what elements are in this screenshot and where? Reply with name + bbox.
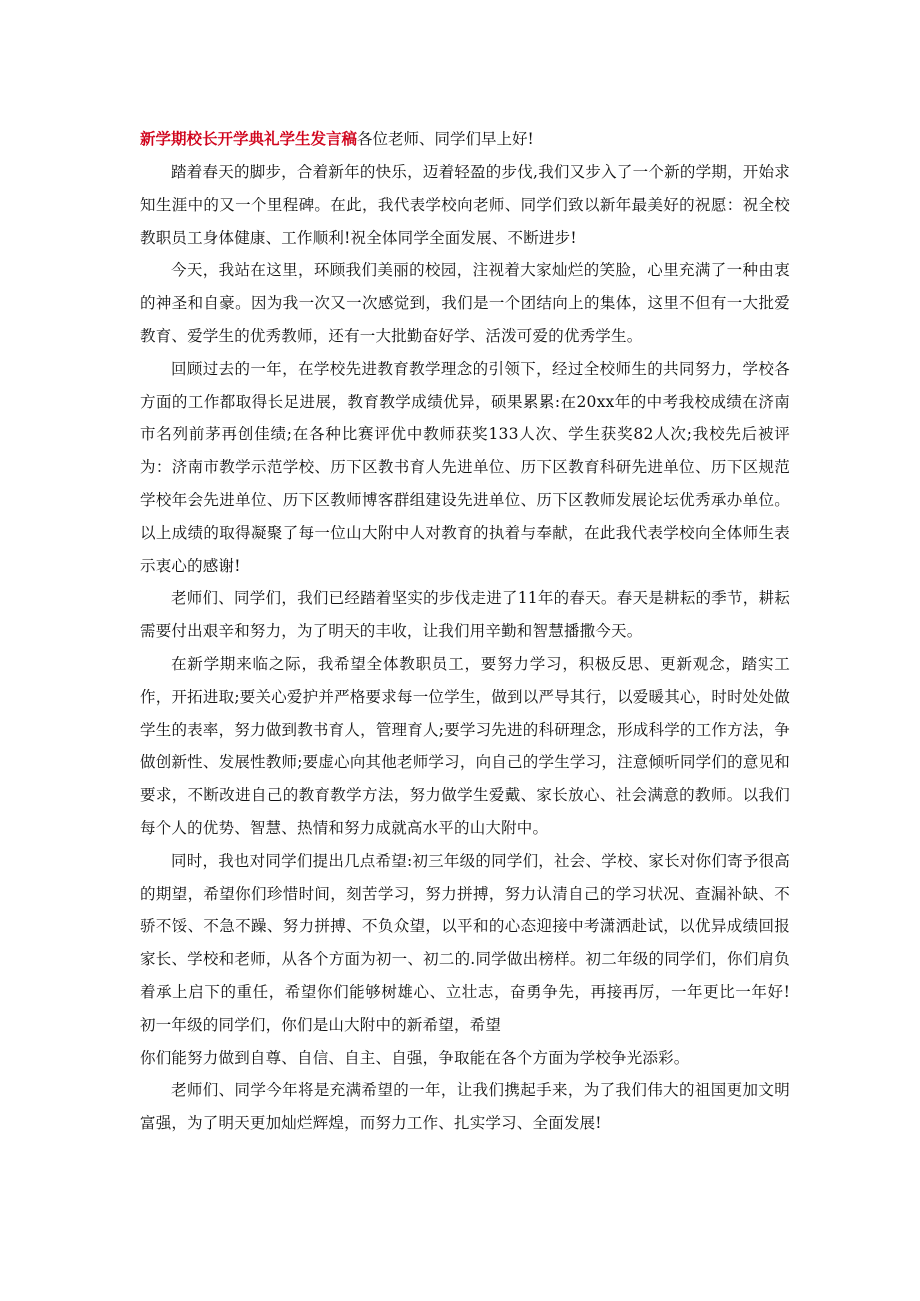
greeting: 各位老师、同学们早上好! [357, 130, 534, 148]
paragraph-2: 今天，我站在这里，环顾我们美丽的校园，注视着大家灿烂的笑脸，心里充满了一种由衷的神圣和自豪。因为我一次又一次感觉到，我们是一个团结向上的集体，这里不但有一大批爱教育、爱学生的优秀教师，还有一大批勤奋好学、活泼可爱的优秀学生。 [140, 261, 790, 345]
document-title: 新学期校长开学典礼学生发言稿 [140, 129, 358, 148]
paragraph-3: 回顾过去的一年，在学校先进教育教学理念的引领下，经过全校师生的共同努力，学校各方面的工作都取得长足进展，教育教学成绩优异，硕果累累:在20xx年的中考我校成绩在济南市名列前茅再创佳绩;在各种比赛评优中教师获奖133人次、学生获奖82人次;我校先后被评为：济南市教学示范学校、历下区教书育人先进单位、历下区教育科研先进单位、历下区规范学校年会先进单位、历下区教师博客群组建设先进单位、历下区教师发展论坛优秀承办单位。以上成绩的取得凝聚了每一位山大附中人对教育的执着与奉献，在此我代表学校向全体师生表示衷心的感谢! [140, 359, 790, 575]
paragraph-4: 老师们、同学们，我们已经踏着坚实的步伐走进了11年的春天。春天是耕耘的季节，耕耘需要付出艰辛和努力，为了明天的丰收，让我们用辛勤和智慧播撒今天。 [140, 589, 790, 641]
paragraph-1: 踏着春天的脚步，合着新年的快乐，迈着轻盈的步伐,我们又步入了一个新的学期，开始求知生涯中的又一个里程碑。在此，我代表学校向老师、同学们致以新年最美好的祝愿：祝全校教职员工身体健康、工作顺利!祝全体同学全面发展、不断进步! [140, 163, 790, 247]
paragraph-8: 老师们、同学今年将是充满希望的一年，让我们携起手来，为了我们伟大的祖国更加文明富强，为了明天更加灿烂辉煌，而努力工作、扎实学习、全面发展! [140, 1081, 790, 1133]
document-page [140, 126, 790, 1140]
title-line [140, 126, 790, 152]
paragraph-5: 在新学期来临之际，我希望全体教职员工，要努力学习，积极反思、更新观念，踏实工作，开拓进取;要关心爱护并严格要求每一位学生，做到以严导其行，以爱暖其心，时时处处做学生的表率，努力做到教书育人，管理育人;要学习先进的科研理念，形成科学的工作方法，争做创新性、发展性教师;要虚心向其他老师学习，向自己的学生学习，注意倾听同学们的意见和要求，不断改进自己的教育教学方法，努力做学生爱戴、家长放心、社会满意的教师。以我们每个人的优势、智慧、热情和努力成就高水平的山大附中。 [140, 654, 790, 837]
paragraph-7: 你们能努力做到自尊、自信、自主、自强，争取能在各个方面为学校争光添彩。 [140, 1048, 690, 1067]
paragraph-6: 同时，我也对同学们提出几点希望:初三年级的同学们，社会、学校、家长对你们寄予很高的期望，希望你们珍惜时间，刻苦学习，努力拼搏，努力认清自己的学习状况、查漏补缺、不骄不馁、不急不躁、努力拼搏、不负众望，以平和的心态迎接中考潇洒赴试，以优异成绩回报家长、学校和老师，从各个方面为初一、初二的.同学做出榜样。初二年级的同学们，你们肩负着承上启下的重任，希望你们能够树雄心、立壮志，奋勇争先，再接再厉，一年更比一年好!初一年级的同学们，你们是山大附中的新希望，希望 [140, 851, 790, 1034]
